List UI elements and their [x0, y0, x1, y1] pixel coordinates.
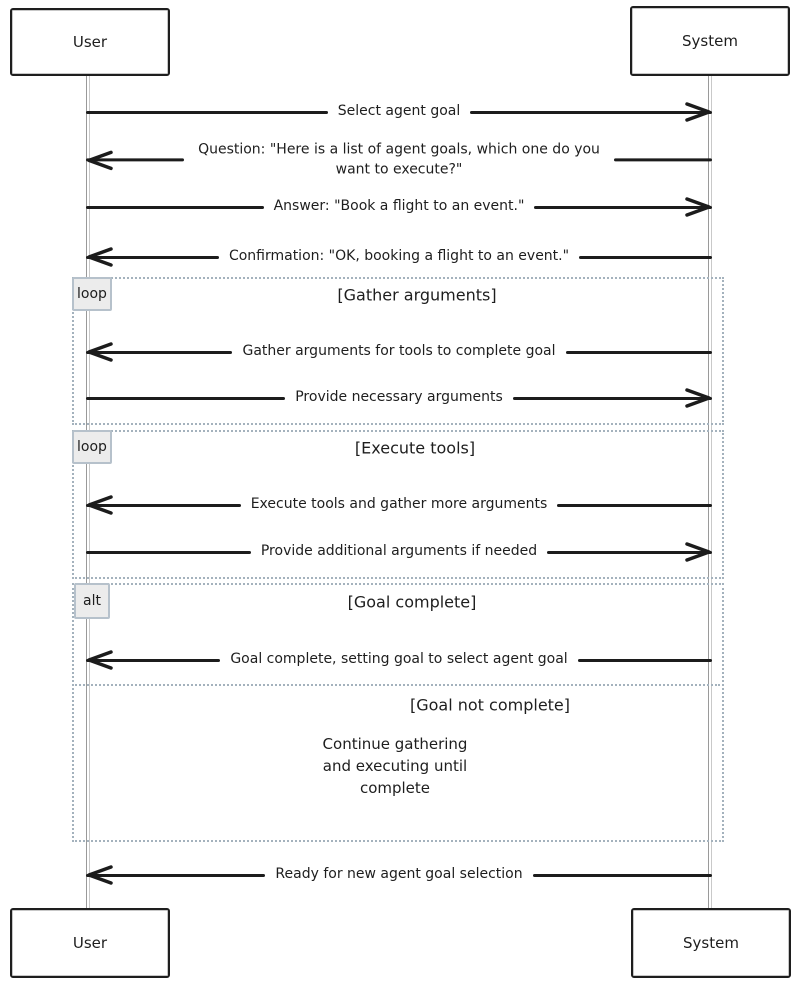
alt-guard-goal-not-complete: [Goal not complete] [409, 695, 571, 715]
message-provide-necessary-arguments [86, 387, 712, 409]
message-line [614, 159, 712, 162]
alt-frame-label [74, 583, 110, 619]
message-confirmation-booking [86, 246, 712, 268]
actor-label-user: User [72, 33, 108, 51]
message-line [86, 206, 264, 209]
arrowhead-left-icon [86, 246, 114, 268]
arrowhead-right-icon [684, 541, 712, 563]
actor-box-user-bottom [10, 908, 170, 978]
note-continue [323, 733, 468, 799]
alt-label-text: alt [83, 593, 101, 609]
message-label: Provide additional arguments if needed [260, 543, 538, 560]
actor-box-user-top [10, 8, 170, 76]
arrowhead-left-icon [86, 864, 114, 886]
actor-label-system: System [682, 32, 738, 50]
message-select-agent-goal [86, 101, 712, 123]
message-execute-tools [86, 494, 712, 516]
message-label: Goal complete, setting goal to select agent goal [230, 651, 568, 668]
loop-frame-label [72, 430, 112, 464]
message-label: Ready for new agent goal selection [275, 866, 523, 883]
message-label: Gather arguments for tools to complete goal [242, 343, 556, 360]
loop-label-text: loop [77, 439, 107, 455]
message-line [566, 351, 712, 354]
message-line [86, 551, 251, 554]
message-label: Select agent goal [337, 103, 461, 120]
arrowhead-left-icon [86, 649, 114, 671]
message-label: Execute tools and gather more arguments [250, 496, 548, 513]
actor-label-system: System [683, 934, 739, 952]
loop-label-text: loop [77, 286, 107, 302]
loop-frame-label [72, 277, 112, 311]
arrowhead-left-icon [86, 149, 114, 171]
message-provide-additional-arguments [86, 541, 712, 563]
message-ready-for-new-goal [86, 864, 712, 886]
arrowhead-right-icon [684, 196, 712, 218]
message-line [86, 397, 285, 400]
loop-guard-execute-tools: [Execute tools] [354, 438, 476, 458]
arrowhead-right-icon [684, 387, 712, 409]
message-line [470, 111, 712, 114]
message-line [557, 504, 712, 507]
arrowhead-left-icon [86, 341, 114, 363]
actor-box-system-bottom [631, 908, 791, 978]
note-line: complete [359, 779, 431, 797]
message-line [533, 874, 712, 877]
message-gather-arguments [86, 341, 712, 363]
actor-box-system-top [630, 6, 790, 76]
message-line [513, 397, 712, 400]
arrowhead-right-icon [684, 101, 712, 123]
note-line: and executing until [322, 757, 468, 775]
alt-guard-goal-complete: [Goal complete] [347, 592, 477, 612]
message-line [578, 659, 712, 662]
alt-else-divider [72, 684, 720, 686]
loop-guard-gather-arguments: [Gather arguments] [337, 285, 497, 305]
message-goal-complete [86, 649, 712, 671]
message-line [86, 111, 328, 114]
message-question-agent-goals [86, 140, 712, 179]
message-label: Question: "Here is a list of agent goals, which one do you want to execute?" [198, 141, 600, 177]
message-label: Provide necessary arguments [295, 389, 503, 406]
message-label: Answer: "Book a flight to an event." [273, 198, 525, 215]
note-line: Continue gathering [322, 735, 468, 753]
message-line [579, 256, 712, 259]
alt-frame [72, 583, 724, 842]
actor-label-user: User [72, 934, 108, 952]
arrowhead-left-icon [86, 494, 114, 516]
message-label: Confirmation: "OK, booking a flight to an event." [228, 248, 570, 265]
message-answer-book-flight [86, 196, 712, 218]
